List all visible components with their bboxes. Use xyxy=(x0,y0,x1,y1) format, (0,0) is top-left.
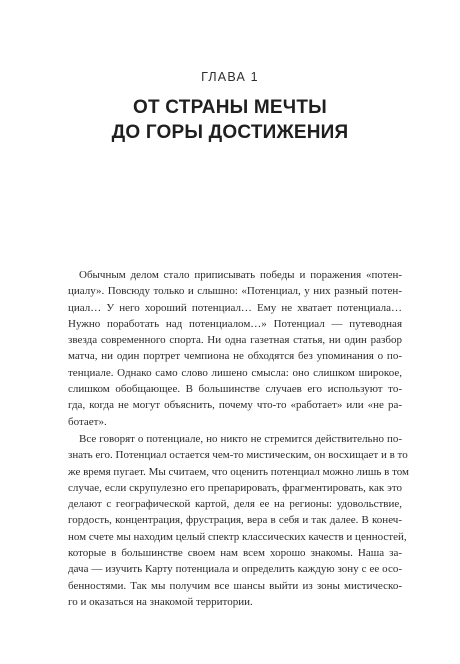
text-line: Обычным делом стало приписывать победы и поражения «потен- xyxy=(79,269,402,281)
text-line: го и оказаться на знакомой территории. xyxy=(68,595,253,608)
text-line: дача — изучить Карту потенциала и определить каждую зону с ее осо- xyxy=(68,563,402,576)
text-line: которые в большинстве своем нам всем хорошо знакомы. Наша за- xyxy=(68,547,402,560)
chapter-label: ГЛАВА 1 xyxy=(201,70,259,84)
text-line: слишком обобщающее. В большинстве случаев его используют то- xyxy=(68,383,402,396)
text-line: ботает». xyxy=(68,415,107,428)
text-line: звезда современного спорта. Ни одна газетная статья, ни один разбор xyxy=(68,334,402,347)
text-line: циалу». Повсюду только и слышно: «Потенциал, у них разный потен- xyxy=(68,285,402,298)
text-line: знать его. Потенциал остается чем-то мистическим, он восхищает и в то xyxy=(68,449,408,462)
text-line: делают с географической картой, деля ее на регионы: удовольствие, xyxy=(68,498,402,511)
chapter-title xyxy=(0,95,460,145)
text-line: гордость, концентрация, фрустрация, вера в себя и так далее. В конеч- xyxy=(68,514,402,527)
text-line: же время пугает. Мы считаем, что оценить потенциал можно лишь в том xyxy=(68,465,410,478)
chapter-title-line: ОТ СТРАНЫ МЕЧТЫ xyxy=(133,97,327,118)
text-line: матча, ни один портрет чемпиона не обходятся без упоминания о по- xyxy=(68,350,402,363)
text-line: Все говорят о потенциале, но никто не стремится действительно по- xyxy=(79,432,402,445)
text-line: гда, когда не могут объяснить, почему что-то «работает» или «не ра- xyxy=(68,399,402,412)
text-line: случае, если скрупулезно его препарировать, фрагментировать, как это xyxy=(68,481,402,494)
text-line: тенциале. Однако само слово лишено смысла: оно слишком широкое, xyxy=(68,366,402,379)
text-line: ном счете мы находим целый спектр классических качеств и ценностей, xyxy=(68,530,407,543)
text-line: бенностями. Так мы получим все шансы выйти из зоны мистическо- xyxy=(68,579,402,592)
chapter-title-line: ДО ГОРЫ ДОСТИЖЕНИЯ xyxy=(111,122,349,143)
paragraph-2 xyxy=(68,431,410,610)
paragraph-1 xyxy=(68,267,402,430)
text-line: циал… У него хороший потенциал… Ему не хватает потенциала… xyxy=(68,301,402,314)
text-line: Нужно поработать над потенциалом…» Потенциал — путеводная xyxy=(68,317,402,330)
body-text xyxy=(68,267,410,610)
